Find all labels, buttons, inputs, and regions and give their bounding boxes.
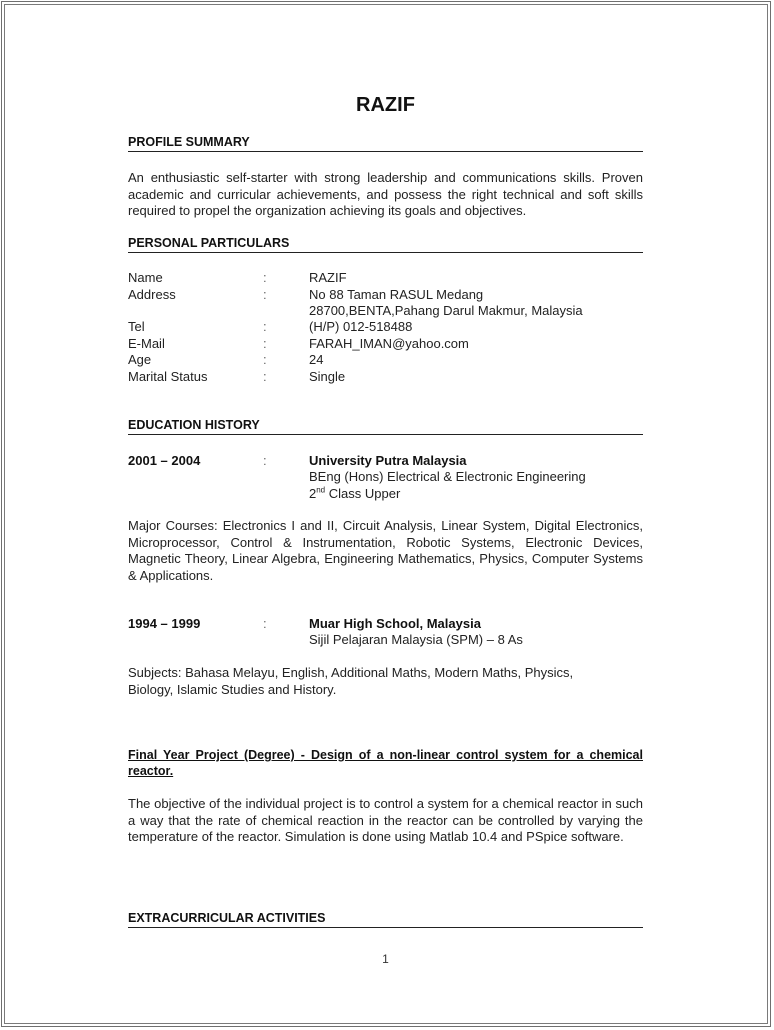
final-year-project-title: Final Year Project (Degree) - Design of a non-linear control system for a chemical reactor. xyxy=(128,748,643,778)
resume-name-title: RAZIF xyxy=(356,94,415,116)
section-heading-education-history: EDUCATION HISTORY xyxy=(128,418,643,435)
particular-value: FARAH_IMAN@yahoo.com xyxy=(309,336,469,351)
class-text: Class Upper xyxy=(325,486,401,501)
particular-row-marital-status xyxy=(128,369,643,386)
final-year-project-description: The objective of the individual project is to control a system for a chemical reactor in such a way that the rate of chemical reaction in the reactor can be controlled by varying the temperature of the reactor. Simulation is done using Matlab 10.4 and PSpice software. xyxy=(128,796,643,844)
particular-row-age xyxy=(128,352,643,369)
education-entry-university xyxy=(128,453,643,470)
education-subjects: Subjects: Bahasa Melayu, English, Additional Maths, Modern Maths, Physics, Biology, Islamic Studies and History. xyxy=(128,665,574,697)
particular-value: Single xyxy=(309,369,346,384)
education-class xyxy=(309,486,400,501)
separator-colon: : xyxy=(263,270,267,285)
particular-label: Address xyxy=(128,287,176,302)
education-institution: University Putra Malaysia xyxy=(309,453,467,468)
particular-label: E-Mail xyxy=(128,336,165,351)
particular-label: Age xyxy=(128,352,152,367)
section-heading-personal-particulars: PERSONAL PARTICULARS xyxy=(128,236,643,253)
education-qualification-row xyxy=(128,632,643,649)
particular-value: 24 xyxy=(309,352,324,367)
particular-label: Marital Status xyxy=(128,369,208,384)
particular-value: No 88 Taman RASUL Medang xyxy=(309,287,484,302)
section-heading-profile-summary: PROFILE SUMMARY xyxy=(128,135,643,152)
separator-colon: : xyxy=(263,616,267,631)
class-number: 2 xyxy=(309,486,317,501)
page-number: 1 xyxy=(382,952,389,966)
particular-row-address xyxy=(128,287,643,304)
separator-colon: : xyxy=(263,453,267,468)
education-period: 1994 – 1999 xyxy=(128,616,201,631)
particular-value: RAZIF xyxy=(309,270,347,285)
education-qualification-row xyxy=(128,469,643,486)
particular-row-address-line2 xyxy=(128,303,643,320)
education-qualification: Sijil Pelajaran Malaysia (SPM) – 8 As xyxy=(309,632,523,647)
particular-label: Name xyxy=(128,270,163,285)
education-major-courses: Major Courses: Electronics I and II, Circuit Analysis, Linear System, Digital Electronics, Microprocessor, Control & Instrumentation, Robotic Systems, Electronic Devices, Magnetic Theory, Linear Algebra, Engineering Mathematics, Physics, Computer Systems & Applications. xyxy=(128,518,643,583)
education-period: 2001 – 2004 xyxy=(128,453,201,468)
education-institution: Muar High School, Malaysia xyxy=(309,616,481,631)
separator-colon: : xyxy=(263,369,267,384)
separator-colon: : xyxy=(263,336,267,351)
education-class-row xyxy=(128,486,643,503)
separator-colon: : xyxy=(263,287,267,302)
particular-row-name xyxy=(128,270,643,287)
education-qualification: BEng (Hons) Electrical & Electronic Engineering xyxy=(309,469,586,484)
section-heading-extracurricular: EXTRACURRICULAR ACTIVITIES xyxy=(128,911,643,928)
particular-value: 28700,BENTA,Pahang Darul Makmur, Malaysia xyxy=(309,303,583,318)
separator-colon: : xyxy=(263,319,267,334)
profile-summary-text: An enthusiastic self-starter with strong leadership and communications skills. Proven academic and curricular achievements, and possess the right technical and soft skills required to propel the organization achieving its goals and objectives. xyxy=(128,170,643,218)
particular-row-tel xyxy=(128,319,643,336)
separator-colon: : xyxy=(263,352,267,367)
particular-value: (H/P) 012-518488 xyxy=(309,319,413,334)
particular-label: Tel xyxy=(128,319,145,334)
class-ordinal-suffix: nd xyxy=(316,485,326,495)
education-entry-high-school xyxy=(128,616,643,633)
page-border-inner xyxy=(4,4,768,1024)
particular-row-email xyxy=(128,336,643,353)
